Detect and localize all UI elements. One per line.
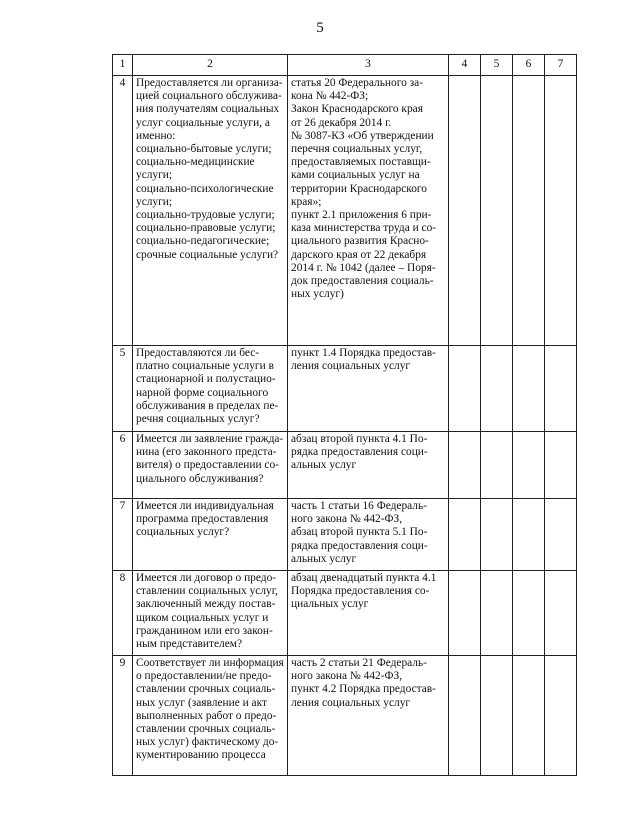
answer-cell-yes[interactable] [449,656,481,776]
reference-cell: часть 1 статьи 16 Федераль- ного закона № 442-ФЗ, абзац второй пункта 5.1 По- рядка предоставления соци- альных услуг [288,499,449,571]
notes-cell[interactable] [545,432,577,499]
answer-cell-no[interactable] [481,571,513,656]
answer-cell-no[interactable] [481,656,513,776]
answer-cell-na[interactable] [513,499,545,571]
answer-cell-yes[interactable] [449,499,481,571]
reference-cell: абзац двенадцатый пункта 4.1 Порядка предоставления со- циальных услуг [288,571,449,656]
question-cell: Предоставляются ли бес- платно социальные услуги в стационарной и полустацио- нарной форме социального обслуживания в пределах пе- речня социальных услуг? [133,346,288,432]
header-cell: 2 [133,55,288,76]
row-number: 4 [113,76,133,346]
checklist-table [112,54,577,776]
page-number: 5 [316,20,324,36]
notes-cell[interactable] [545,346,577,432]
header-cell: 5 [481,55,513,76]
row-number: 6 [113,432,133,499]
header-cell: 4 [449,55,481,76]
answer-cell-no[interactable] [481,346,513,432]
row-number: 7 [113,499,133,571]
table-row [113,346,577,432]
question-cell: Предоставляется ли организа- цией социального обслужива- ния получателям социальных услуг социальные услуги, а именно: социально-бытовые услуги; социально-медицинские услуги; социально-психологические услуги; социально-трудовые услуги; социально-правовые услуги; социально-педагогические; срочные социальные услуги? [133,76,288,346]
header-cell: 6 [513,55,545,76]
row-number: 8 [113,571,133,656]
notes-cell[interactable] [545,499,577,571]
table-row [113,656,577,776]
question-cell: Имеется ли индивидуальная программа предоставления социальных услуг? [133,499,288,571]
answer-cell-na[interactable] [513,571,545,656]
reference-cell: статья 20 Федерального за- кона № 442-ФЗ; Закон Краснодарского края от 26 декабря 2014 г. № 3087-КЗ «Об утверждении перечня социальных услуг, предоставляемых поставщи- ками социальных услуг на территории Краснодарского края»; пункт 2.1 приложения 6 при- каза министерства труда и со- циального развития Красно- дарского края от 22 декабря 2014 г. № 1042 (далее – Поря- док предоставления социаль- ных услуг) [288,76,449,346]
notes-cell[interactable] [545,656,577,776]
table-row [113,432,577,499]
answer-cell-na[interactable] [513,432,545,499]
answer-cell-yes[interactable] [449,76,481,346]
header-cell: 1 [113,55,133,76]
answer-cell-no[interactable] [481,432,513,499]
question-cell: Имеется ли заявление гражда- нина (его законного предста- вителя) о предоставлении со- циального обслуживания? [133,432,288,499]
answer-cell-na[interactable] [513,76,545,346]
answer-cell-na[interactable] [513,656,545,776]
table-header-row [113,55,577,76]
answer-cell-no[interactable] [481,76,513,346]
table-row [113,499,577,571]
notes-cell[interactable] [545,571,577,656]
answer-cell-na[interactable] [513,346,545,432]
header-cell: 3 [288,55,449,76]
reference-cell: абзац второй пункта 4.1 По- рядка предоставления соци- альных услуг [288,432,449,499]
reference-cell: часть 2 статьи 21 Федераль- ного закона № 442-ФЗ, пункт 4.2 Порядка предостав- ления социальных услуг [288,656,449,776]
table-row [113,76,577,346]
notes-cell[interactable] [545,76,577,346]
question-cell: Соответствует ли информация о предоставлении/не предо- ставлении срочных социаль- ных услуг (заявление и акт выполненных работ о предо- ставлении срочных социаль- ных услуг) фактическому до- кументированию процесса [133,656,288,776]
reference-cell: пункт 1.4 Порядка предостав- ления социальных услуг [288,346,449,432]
header-cell: 7 [545,55,577,76]
answer-cell-yes[interactable] [449,571,481,656]
row-number: 9 [113,656,133,776]
answer-cell-yes[interactable] [449,432,481,499]
answer-cell-yes[interactable] [449,346,481,432]
table-row [113,571,577,656]
question-cell: Имеется ли договор о предо- ставлении социальных услуг, заключенный между постав- щиком социальных услуг и гражданином или его закон- ным представителем? [133,571,288,656]
row-number: 5 [113,346,133,432]
answer-cell-no[interactable] [481,499,513,571]
